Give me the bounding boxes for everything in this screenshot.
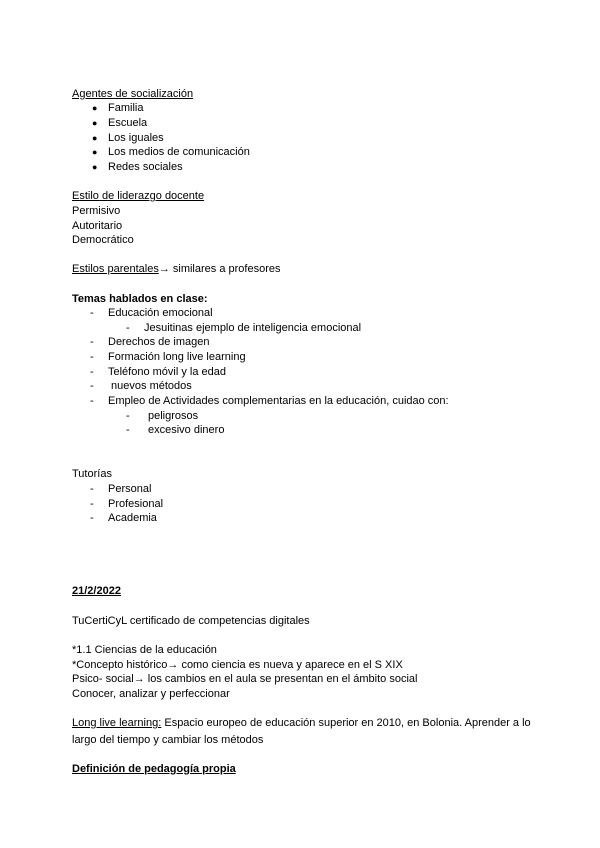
tutorias-item: Personal <box>108 483 152 495</box>
temas-subitem: peligrosos <box>148 410 199 422</box>
liderazgo-line: Permisivo <box>72 205 121 217</box>
dash-icon: - <box>90 395 94 407</box>
longlive-label: Long live learning: <box>72 717 162 729</box>
ciencias-line: Conocer, analizar y perfeccionar <box>72 688 230 700</box>
dash-icon: - <box>90 483 94 495</box>
liderazgo-heading: Estilo de liderazgo docente <box>72 190 205 202</box>
dash-icon: - <box>90 336 94 348</box>
ciencias-line: *Concepto histórico→ como ciencia es nueva y aparece en el S XIX <box>72 659 403 671</box>
tutorias-item: Academia <box>108 512 157 524</box>
longlive-paragraph <box>72 715 532 749</box>
bullet-icon: ● <box>92 162 98 172</box>
ciencias-line: *1.1 Ciencias de la educación <box>72 644 217 656</box>
dash-icon: - <box>126 322 130 334</box>
dash-icon: - <box>90 512 94 524</box>
dash-icon: - <box>90 351 94 363</box>
temas-item: Formación long live learning <box>108 351 246 363</box>
agentes-item: Familia <box>108 102 144 114</box>
agentes-heading: Agentes de socialización <box>72 88 194 100</box>
dash-icon: - <box>90 307 94 319</box>
tutorias-item: Profesional <box>108 498 164 510</box>
agentes-item: Escuela <box>108 117 148 129</box>
parentales-heading: Estilos parentales <box>72 263 159 275</box>
temas-item: Teléfono móvil y la edad <box>108 366 227 378</box>
temas-item: nuevos métodos <box>108 380 192 392</box>
parentales-rest: → similares a profesores <box>158 263 281 275</box>
temas-subitem: excesivo dinero <box>148 424 225 436</box>
dash-icon: - <box>126 424 130 436</box>
agentes-item: Los medios de comunicación <box>108 146 250 158</box>
parentales-line <box>72 262 280 276</box>
bullet-icon: ● <box>92 118 98 128</box>
liderazgo-line: Democrático <box>72 234 134 246</box>
liderazgo-line: Autoritario <box>72 220 123 232</box>
agentes-item: Los iguales <box>108 132 164 144</box>
agentes-item: Redes sociales <box>108 161 183 173</box>
definicion-heading: Definición de pedagogía propia <box>72 763 236 775</box>
tucerti-line: TuCertiCyL certificado de competencias digitales <box>72 615 310 627</box>
temas-item: Educación emocional <box>108 307 213 319</box>
ciencias-line: Psico- social→ los cambios en el aula se presentan en el ámbito social <box>72 673 418 685</box>
bullet-icon: ● <box>92 147 98 157</box>
dash-icon: - <box>90 498 94 510</box>
date-heading: 21/2/2022 <box>72 585 121 597</box>
temas-subitem: Jesuitinas ejemplo de inteligencia emocional <box>144 322 362 334</box>
tutorias-heading: Tutorías <box>72 468 112 480</box>
temas-item: Empleo de Actividades complementarias en la educación, cuidao con: <box>108 395 449 407</box>
temas-item: Derechos de imagen <box>108 336 210 348</box>
temas-heading: Temas hablados en clase: <box>72 293 208 305</box>
bullet-icon: ● <box>92 103 98 113</box>
dash-icon: - <box>126 410 130 422</box>
bullet-icon: ● <box>92 133 98 143</box>
dash-icon: - <box>90 380 94 392</box>
dash-icon: - <box>90 366 94 378</box>
longlive-text: Espacio europeo de educación superior en 2010, en Bolonia. Aprender a lo largo del tiempo y cambiar los métodos <box>72 717 531 746</box>
